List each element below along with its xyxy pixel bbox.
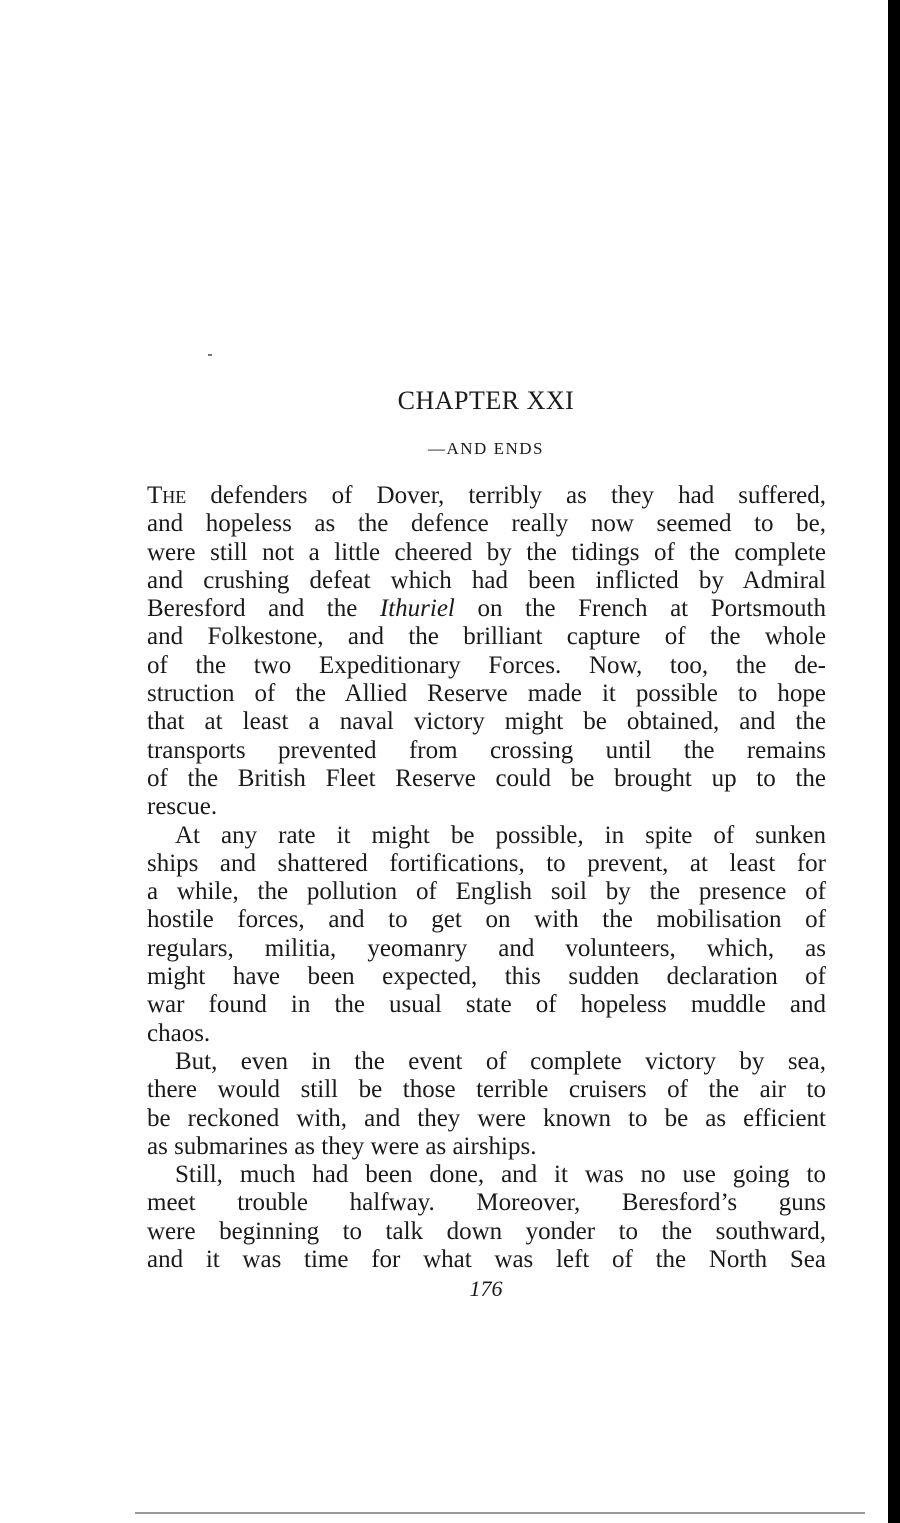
text-line: Still, much had been done, and it was no use going to bbox=[175, 1161, 826, 1189]
text-line: hostile forces, and to get on with the mobilisation of bbox=[147, 906, 826, 934]
text-line: might have been expected, this sudden declaration of bbox=[147, 963, 826, 991]
text-line: that at least a naval victory might be obtained, and the bbox=[147, 708, 826, 736]
text-line: and hopeless as the defence really now seemed to be, bbox=[147, 510, 826, 538]
text-line: and crushing defeat which had been inflicted by Admiral bbox=[147, 566, 826, 594]
text-line: meet trouble halfway. Moreover, Beresford’s guns bbox=[147, 1189, 826, 1217]
text-line: were still not a little cheered by the tidings of the complete bbox=[147, 538, 826, 566]
body-text bbox=[147, 482, 826, 1274]
text-line: chaos. bbox=[147, 1019, 211, 1047]
text-line: transports prevented from crossing until the remains bbox=[147, 736, 826, 764]
ship-name-italic: Ithuriel bbox=[379, 595, 455, 623]
chapter-title: CHAPTER XXI bbox=[397, 386, 575, 415]
scan-speck bbox=[208, 354, 212, 356]
text-line: were beginning to talk down yonder to the southward, bbox=[147, 1217, 826, 1245]
paragraph bbox=[147, 1048, 826, 1161]
text-line: as submarines as they were as airships. bbox=[147, 1132, 537, 1160]
chapter-subtitle: —AND ENDS bbox=[428, 439, 544, 458]
text-line: there would still be those terrible cruisers of the air to bbox=[147, 1076, 826, 1104]
text-line: ships and shattered fortifications, to prevent, at least for bbox=[147, 849, 826, 877]
text-line: of the British Fleet Reserve could be brought up to the bbox=[147, 764, 826, 792]
paragraph bbox=[147, 1161, 826, 1274]
text-line: regulars, militia, yeomanry and volunteers, which, as bbox=[147, 934, 826, 962]
text-line: struction of the Allied Reserve made it possible to hope bbox=[147, 680, 826, 708]
text-line: be reckoned with, and they were known to be as efficient bbox=[147, 1104, 826, 1132]
scan-bottom-edge bbox=[135, 1512, 865, 1514]
paragraph bbox=[147, 482, 826, 822]
text-line: war found in the usual state of hopeless muddle and bbox=[147, 991, 826, 1019]
text-line: But, even in the event of complete victory by sea, bbox=[175, 1047, 826, 1075]
text-line: and it was time for what was left of the North Sea bbox=[147, 1246, 826, 1274]
small-caps-lead: The bbox=[147, 482, 187, 509]
text-line: At any rate it might be possible, in spite of sunken bbox=[175, 821, 826, 849]
text-line: The defenders of Dover, terribly as they had suffered, bbox=[147, 482, 826, 509]
page-number: 176 bbox=[469, 1276, 503, 1301]
text-line: of the two Expeditionary Forces. Now, too, the de- bbox=[147, 651, 826, 679]
text-line: Beresford and the Ithuriel on the French at Portsmouth bbox=[147, 595, 826, 623]
paragraph bbox=[147, 822, 826, 1048]
text-line: and Folkestone, and the brilliant capture of the whole bbox=[147, 623, 826, 651]
text-line: rescue. bbox=[147, 793, 218, 821]
text-line: a while, the pollution of English soil by the presence of bbox=[147, 878, 826, 906]
